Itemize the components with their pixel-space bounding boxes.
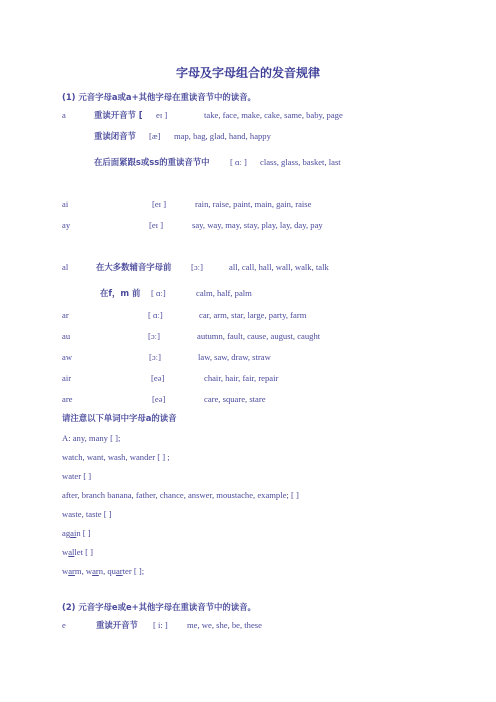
note-line-1: A: any, many [ ];	[62, 433, 121, 443]
ipa-au: [ɔː]	[148, 331, 160, 341]
section-2-heading: (2) 元音字母e或e+其他字母在重读音节中的读音。	[62, 602, 256, 612]
ipa-a-open: eɪ ]	[156, 110, 168, 120]
examples-a-open: take, face, make, cake, same, baby, page	[204, 110, 343, 120]
note-line-4: after, branch banana, father, chance, answer, moustache, example; [ ]	[62, 490, 299, 500]
examples-air: chair, hair, fair, repair	[204, 373, 279, 383]
letter-ar: ar	[62, 310, 69, 320]
examples-a-before-s: class, glass, basket, last	[260, 157, 341, 167]
underlined-letters: al	[68, 547, 75, 557]
examples-a-closed: map, bag, glad, hand, happy	[174, 131, 271, 141]
word-part: n [ ]	[76, 528, 91, 538]
ipa-al-fm: [ ɑː]	[151, 288, 166, 298]
ipa-ay: [eɪ ]	[149, 220, 164, 230]
note-heading: 请注意以下单词中字母a的读音	[62, 413, 177, 423]
underlined-letters: ar	[68, 566, 75, 576]
underlined-letters: ar	[92, 566, 99, 576]
note-line-6	[62, 528, 91, 539]
word-part: let [ ]	[74, 547, 94, 557]
word-part: m, w	[74, 566, 93, 576]
letter-au: au	[62, 331, 71, 341]
note-line-3: water [ ]	[62, 471, 92, 481]
section-1-heading: (1) 元音字母a或a+其他字母在重读音节中的读音。	[62, 92, 256, 102]
examples-au: autumn, fault, cause, august, caught	[197, 331, 321, 341]
examples-al: all, call, hall, wall, walk, talk	[229, 262, 329, 272]
ipa-aw: [ɔː]	[149, 352, 161, 362]
word-part: ter [ ];	[122, 566, 145, 576]
word-part: n, qu	[98, 566, 116, 576]
ipa-are: [eə]	[152, 394, 166, 404]
ipa-air: [eə]	[151, 373, 165, 383]
underlined-letters: ai	[70, 528, 77, 538]
examples-e-open: me, we, she, be, these	[187, 620, 262, 630]
letter-ay: ay	[62, 220, 71, 230]
ipa-ai: [eɪ ]	[152, 199, 167, 209]
letter-al: al	[62, 262, 69, 272]
page-title: 字母及字母组合的发音规律	[175, 66, 320, 80]
examples-ay: say, way, may, stay, play, lay, day, pay	[192, 220, 323, 230]
ipa-a-closed: [æ]	[149, 131, 161, 141]
examples-ai: rain, raise, paint, main, gain, raise	[195, 199, 312, 209]
ipa-ar: [ ɑː]	[148, 310, 163, 320]
examples-are: care, square, stare	[204, 394, 266, 404]
examples-aw: law, saw, draw, straw	[198, 352, 271, 362]
note-line-7	[62, 547, 93, 558]
note-line-8	[62, 566, 144, 577]
word-part: w	[62, 547, 69, 557]
letter-ai: ai	[62, 199, 69, 209]
label-stressed-closed: 重读闭音节	[94, 131, 136, 141]
label-e-open: 重读开音节	[96, 620, 138, 630]
ipa-e-open: [ i: ]	[153, 620, 168, 630]
letter-a: a	[62, 110, 66, 120]
letter-air: air	[62, 373, 72, 383]
letter-e: e	[62, 620, 66, 630]
note-line-2: watch, want, wash, wander [ ] ;	[62, 452, 170, 462]
letter-aw: aw	[62, 352, 73, 362]
ipa-a-before-s: [ ɑː ]	[230, 157, 247, 167]
underlined-letters: ar	[115, 566, 123, 576]
note-line-5: waste, taste [ ]	[62, 509, 112, 519]
label-al-consonant: 在大多数辅音字母前	[96, 262, 172, 272]
examples-ar: car, arm, star, large, party, farm	[199, 310, 307, 320]
label-stressed-open: 重读开音节 [	[94, 110, 143, 120]
letter-are: are	[62, 394, 73, 404]
ipa-al: [ɔː]	[191, 262, 203, 272]
label-al-fm: 在f，m 前	[100, 288, 141, 298]
examples-al-fm: calm, half, palm	[196, 288, 252, 298]
word-part: w	[62, 566, 69, 576]
word-part: ag	[62, 528, 71, 538]
label-before-s: 在后面紧跟s或ss的重读音节中	[94, 157, 210, 167]
